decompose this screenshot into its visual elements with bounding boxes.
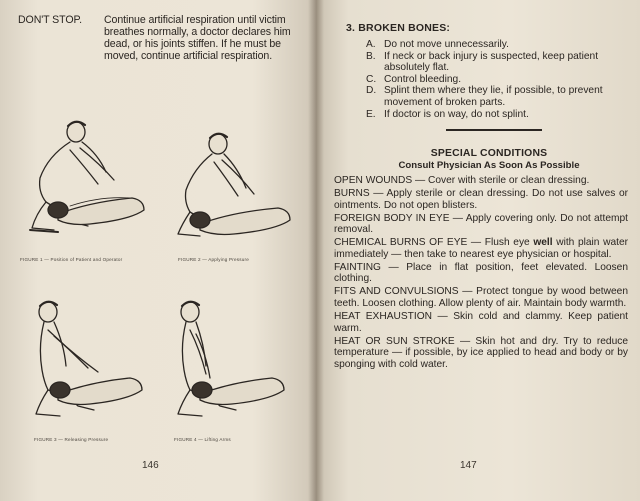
list-item-text: Control bleeding. bbox=[384, 73, 462, 85]
figure-2-caption: FIGURE 2 — Applying Pressure bbox=[178, 257, 249, 262]
list-item-letter: B. bbox=[366, 50, 376, 62]
dont-stop-label: DON'T STOP. bbox=[18, 14, 82, 26]
list-item-text: If neck or back injury is suspected, keep patient absolutely flat. bbox=[384, 50, 599, 74]
list-item bbox=[366, 51, 636, 74]
right-page-number: 147 bbox=[460, 460, 477, 471]
figure-4-caption: FIGURE 4 — Lifting Arms bbox=[174, 437, 231, 442]
figure-3-caption: FIGURE 3 — Releasing Pressure bbox=[34, 437, 109, 442]
special-conditions-list bbox=[334, 175, 628, 372]
condition-open-wounds: OPEN WOUNDS — Cover with sterile or clean dressing. bbox=[334, 175, 590, 186]
figure-2-illustration bbox=[160, 128, 300, 246]
condition-chemical-burns-of-eye bbox=[334, 237, 628, 260]
list-item-text: Do not move unnecessarily. bbox=[384, 39, 509, 50]
condition-emphasis: well bbox=[533, 237, 553, 249]
figure-4-illustration bbox=[166, 292, 296, 422]
right-page bbox=[316, 0, 640, 501]
figure-1-caption: FIGURE 1 — Position of Patient and Operator bbox=[20, 257, 123, 262]
list-item bbox=[366, 74, 636, 86]
condition-heat-or-sun-stroke: HEAT OR SUN STROKE — Skin hot and dry. Try to reduce temperature — if possible, by ice applied to head and body or by sponging with cold water. bbox=[334, 335, 628, 370]
list-item-letter: C. bbox=[366, 73, 377, 85]
condition-text-end: with plain water immediately — then take to nearest eye physician or hospital. bbox=[334, 237, 629, 260]
special-conditions-subtitle: Consult Physician As Soon As Possible bbox=[398, 160, 580, 171]
list-item-letter: D. bbox=[366, 85, 377, 97]
book-gutter bbox=[308, 0, 324, 501]
condition-foreign-body-in-eye: FOREIGN BODY IN EYE — Apply covering only. Do not attempt removal. bbox=[334, 212, 628, 236]
special-conditions-title: SPECIAL CONDITIONS bbox=[430, 148, 548, 159]
left-page-number: 146 bbox=[142, 460, 159, 471]
list-item-letter: E. bbox=[366, 108, 376, 120]
list-item bbox=[366, 39, 636, 51]
condition-fainting: FAINTING — Place in flat position, feet elevated. Loosen clothing. bbox=[334, 261, 628, 285]
figure-1-illustration bbox=[10, 110, 150, 245]
list-item-letter: A. bbox=[366, 39, 376, 50]
list-item bbox=[366, 85, 636, 108]
list-item bbox=[366, 109, 636, 121]
condition-text-start: CHEMICAL BURNS OF EYE — Flush eye bbox=[334, 237, 534, 249]
condition-fits-and-convulsions: FITS AND CONVULSIONS — Protect tongue by wood between teeth. Loosen clothing. Allow plenty of air. Maintain body warmth. bbox=[334, 286, 628, 309]
condition-heat-exhaustion: HEAT EXHAUSTION — Skin cold and clammy. Keep patient warm. bbox=[334, 311, 628, 334]
figure-3-illustration bbox=[18, 290, 148, 422]
list-item-text: If doctor is on way, do not splint. bbox=[384, 108, 529, 120]
list-item-text: Splint them where they lie, if possible, to prevent movement of broken parts. bbox=[384, 85, 603, 108]
broken-bones-heading: 3. BROKEN BONES: bbox=[346, 22, 451, 34]
broken-bones-list bbox=[366, 39, 636, 120]
condition-burns: BURNS — Apply sterile or clean dressing. Do not use salves or ointments. Do not open blisters. bbox=[334, 188, 628, 211]
left-page bbox=[0, 0, 316, 501]
dont-stop-text: Continue artificial respiration until victim breathes normally, a doctor declares him dead, or his joints stiffen. If he must be moved, continue artificial respiration. bbox=[104, 14, 291, 62]
section-divider bbox=[446, 129, 542, 131]
